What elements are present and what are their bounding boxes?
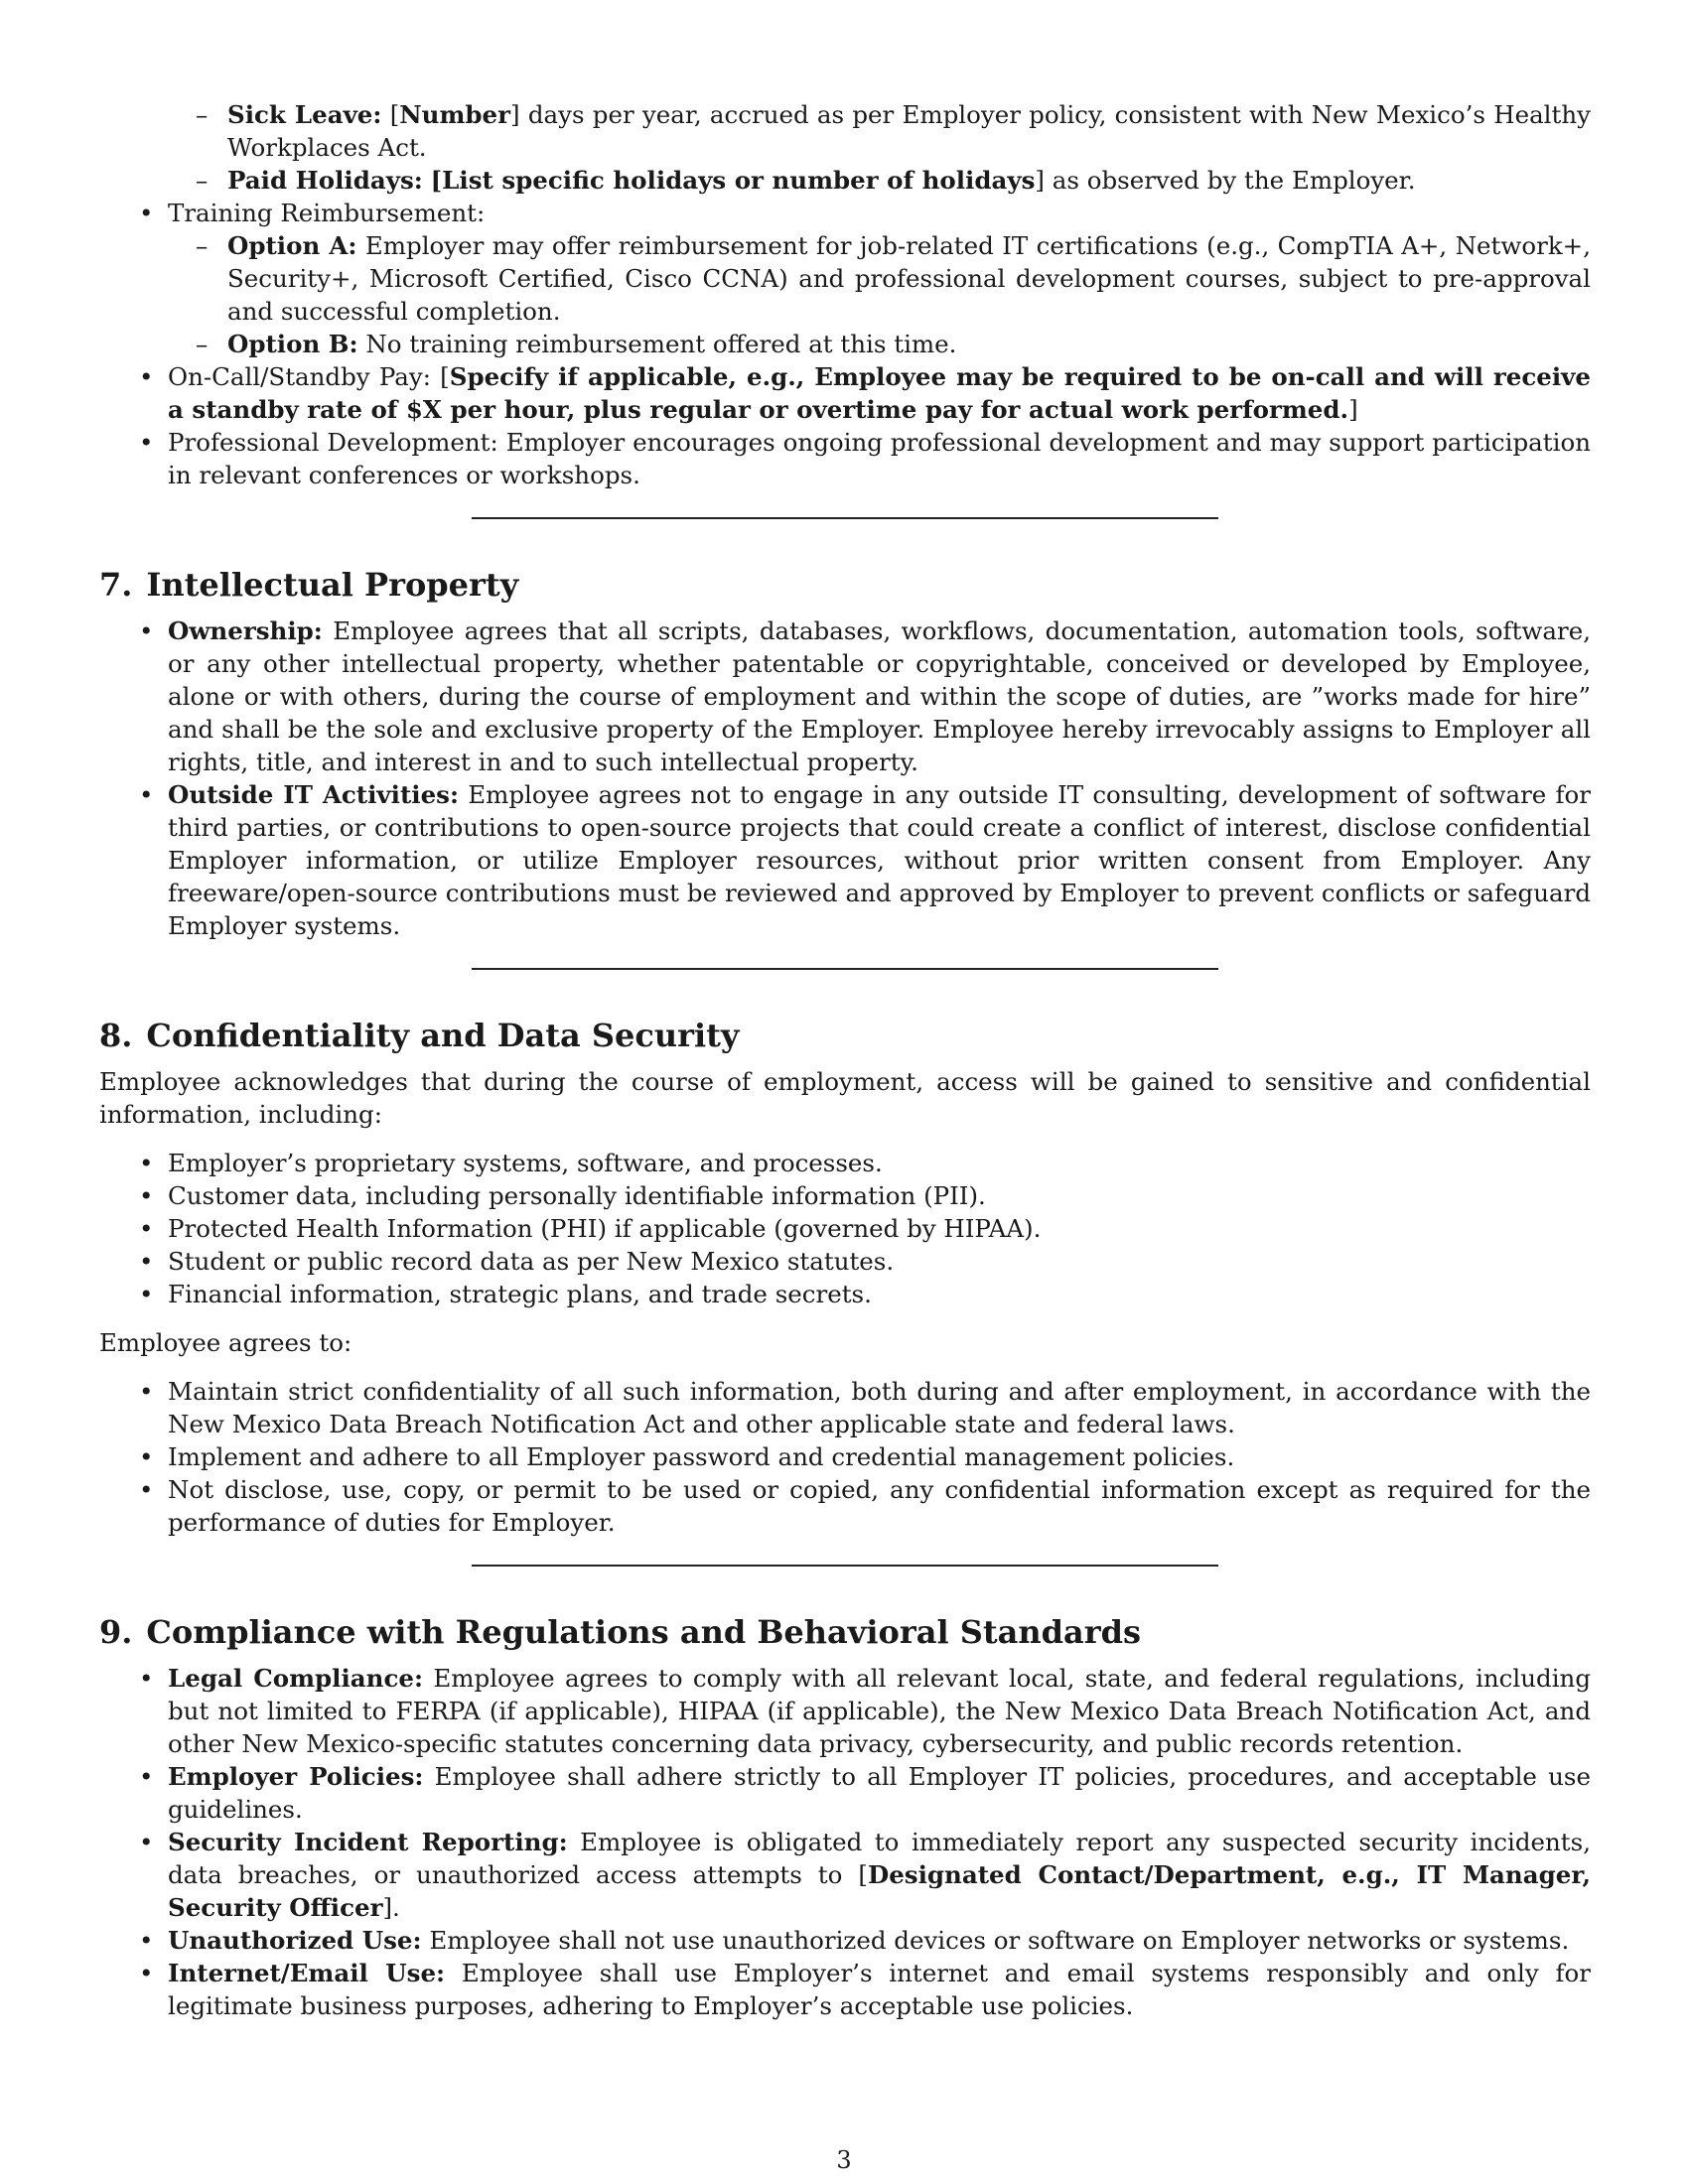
section-divider (472, 517, 1218, 519)
item-text: Employer may offer reimbursement for job-related IT certifications (e.g., CompTIA A+, Network+, Security+, Microsoft Certified, Cisco CCNA) and professional development courses, subject to pre-approval and successful completion. (227, 231, 1592, 326)
item-text: Employee shall use Employer’s internet and email systems responsibly and only for legitimate business purposes, adhering to Employer’s acceptable use policies. (168, 1959, 1591, 2020)
item-text: [Number] days per year, accrued as per Employer policy, consistent with New Mexico’s Healthy Workplaces Act. (227, 100, 1591, 162)
list-item: • Financial information, strategic plans, and trade secrets. (99, 1278, 1591, 1310)
list-item (99, 1760, 1591, 1826)
item-label: Unauthorized Use: (168, 1926, 422, 1955)
list-item (168, 229, 1591, 328)
leave-container (99, 98, 1591, 197)
list-item: • Customer data, including personally identifiable information (PII). (99, 1179, 1591, 1212)
item-label: Paid Holidays: (227, 166, 423, 195)
item-label: Internet/Email Use: (168, 1959, 446, 1987)
list-item (99, 426, 1591, 491)
compliance-list (99, 1662, 1591, 2022)
list-item (99, 1957, 1591, 2022)
item-text: Employee agrees not to engage in any outside IT consulting, development of software for third parties, or contributions to open-source projects that could create a conflict of interest, disclose confidential Employer information, or utilize Employer resources, without prior written consent from Employer. Any freeware/open-source contributions must be reviewed and approved by Employer to prevent conflicts or safeguard Employer systems. (168, 780, 1592, 940)
item-label: Legal Compliance: (168, 1664, 423, 1693)
section-title: Compliance with Regulations and Behavioral Standards (146, 1613, 1141, 1651)
agree-list (99, 1375, 1591, 1539)
ip-list (99, 614, 1591, 942)
section-number: 8. (99, 1017, 133, 1054)
item-label: Employer Policies: (168, 1762, 424, 1791)
leave-sublist (168, 98, 1591, 197)
item-label: Outside IT Activities: (168, 780, 460, 809)
item-label: Security Incident Reporting: (168, 1828, 568, 1856)
document-page (99, 98, 1591, 2022)
list-item (99, 1924, 1591, 1957)
item-text: Professional Development: Employer encourages ongoing professional development and may support participation in relevant conferences or workshops. (168, 428, 1591, 489)
list-item (99, 197, 1591, 360)
list-item (99, 614, 1591, 778)
list-item (168, 328, 1591, 360)
list-item (99, 1662, 1591, 1760)
list-item (99, 360, 1591, 426)
item-text: Employee agrees to comply with all relevant local, state, and federal regulations, including but not limited to FERPA (if applicable), HIPAA (if applicable), the New Mexico Data Breach Notification Act, and other New Mexico-specific statutes concerning data privacy, cybersecurity, and public records retention. (168, 1664, 1592, 1758)
page-number: 3 (836, 2146, 852, 2174)
section-heading (99, 1611, 1591, 1653)
section-divider (472, 1565, 1218, 1567)
list-item (168, 98, 1591, 164)
section-title: Confidentiality and Data Security (146, 1017, 740, 1054)
list-item: • Implement and adhere to all Employer password and credential management policies. (99, 1440, 1591, 1473)
section-number: 7. (99, 566, 133, 604)
section-heading (99, 564, 1591, 606)
list-item: • Employer’s proprietary systems, software, and processes. (99, 1147, 1591, 1179)
item-text: On-Call/Standby Pay: [Specify if applicable, e.g., Employee may be required to be on-call and will receive a standby rate of $X per hour, plus regular or overtime pay for actual work performed.] (168, 362, 1591, 424)
item-text: [List specific holidays or number of holidays] as observed by the Employer. (430, 166, 1416, 195)
item-text: Employee shall not use unauthorized devices or software on Employer networks or systems. (429, 1926, 1570, 1955)
item-text: Employee shall adhere strictly to all Employer IT policies, procedures, and acceptable use guidelines. (168, 1762, 1591, 1824)
training-sublist (99, 229, 1591, 360)
paragraph: Employee acknowledges that during the course of employment, access will be gained to sensitive and confidential information, including: (99, 1067, 1591, 1129)
list-item (99, 1826, 1591, 1924)
list-item: • Maintain strict confidentiality of all such information, both during and after employment, in accordance with the New Mexico Data Breach Notification Act and other applicable state and federal laws. (99, 1375, 1591, 1440)
item-text: No training reimbursement offered at this time. (365, 330, 957, 358)
list-item: • Student or public record data as per New Mexico statutes. (99, 1245, 1591, 1278)
item-label: Option A: (227, 231, 357, 260)
paragraph: Employee agrees to: (99, 1328, 352, 1357)
section-divider (472, 968, 1218, 970)
section-heading (99, 1015, 1591, 1056)
item-label: Training Reimbursement: (168, 199, 486, 227)
list-item (99, 778, 1591, 942)
item-label: Option B: (227, 330, 358, 358)
list-item: • Protected Health Information (PHI) if applicable (governed by HIPAA). (99, 1212, 1591, 1245)
list-item (168, 164, 1591, 197)
item-label: Sick Leave: (227, 100, 382, 129)
item-text: Employee is obligated to immediately report any suspected security incidents, data breaches, or unauthorized access attempts to [Designated Contact/Department, e.g., IT Manager, Security Officer]. (168, 1828, 1592, 1922)
item-text: Employee agrees that all scripts, databases, workflows, documentation, automation tools, software, or any other intellectual property, whether patentable or copyrightable, conceived or developed by Employee, alone or with others, during the course of employment and within the scope of duties, are ”works made for hire” and shall be the sole and exclusive property of the Employer. Employee hereby irrevocably assigns to Employer all rights, title, and interest in and to such intellectual property. (168, 616, 1591, 776)
info-list (99, 1147, 1591, 1310)
section-number: 9. (99, 1613, 133, 1651)
section-title: Intellectual Property (146, 566, 519, 604)
item-label: Ownership: (168, 616, 323, 645)
list-item: • Not disclose, use, copy, or permit to be used or copied, any confidential information except as required for the performance of duties for Employer. (99, 1473, 1591, 1539)
benefits-list (99, 98, 1591, 491)
